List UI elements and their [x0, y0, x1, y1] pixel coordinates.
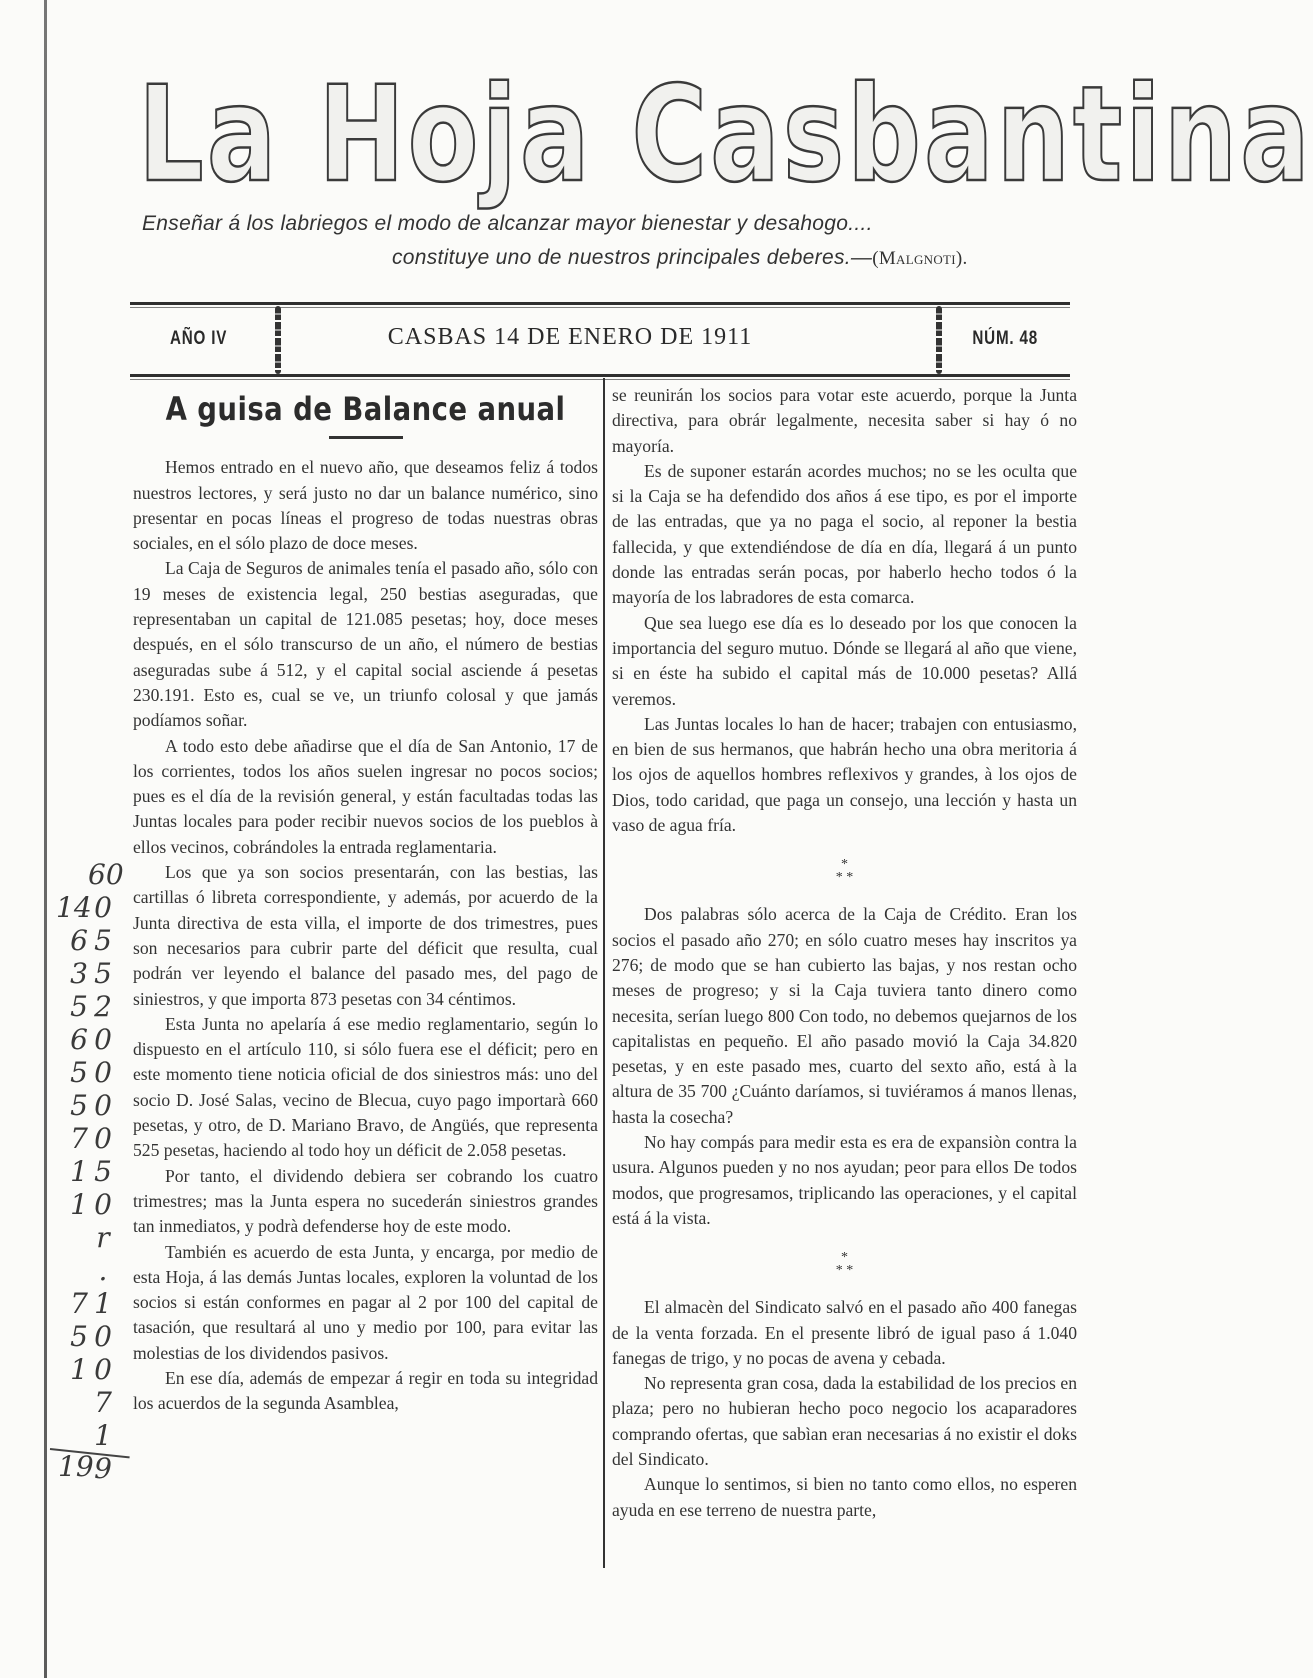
handwritten-row	[56, 1419, 126, 1452]
handwritten-digit-right: 5	[94, 957, 112, 990]
paragraph-continuation: se reunirán los socios para votar este acuerdo, porque la Junta directiva, para obrár legalmente, necesita saber si hay ó no mayoría.	[612, 385, 1077, 456]
handwritten-row	[56, 990, 126, 1023]
handwritten-digit-left: 5	[70, 1089, 88, 1122]
handwritten-row	[56, 1155, 126, 1188]
column-right	[612, 383, 1077, 1523]
page-edge-shadow	[44, 0, 47, 1678]
handwritten-digit-right: 2	[94, 990, 112, 1023]
handwritten-row	[56, 1089, 126, 1122]
paragraph: También es acuerdo de esta Junta, y encarga, por medio de esta Hoja, á las demás Juntas locales, exploren la voluntad de los socios si están conformes en pagar al 2 por 100 del capital de tasación, que resultará al uno y medio por 100, para evitar las molestias de los dividendos pasivos.	[133, 1241, 598, 1363]
handwritten-digit-right: 1	[94, 1287, 112, 1320]
handwritten-row	[56, 891, 126, 924]
motto-author: (Malgnoti).	[872, 248, 968, 269]
handwritten-digit-right: 0	[94, 1188, 112, 1221]
ornament-divider-right	[936, 306, 942, 374]
paragraph: Aunque lo sentimos, si bien no tanto como ellos, no esperen ayuda en ese terreno de nuestra parte,	[612, 1474, 1077, 1520]
handwritten-digit-left: 14	[56, 891, 92, 924]
paragraph: Las Juntas locales lo han de hacer; trabajen con entusiasmo, en bien de sus hermanos, que habrán hecho una obra meritoria á los ojos de aquellos hombres reflexivos y grandes, à los ojos de Dios, todo caridad, que paga un consejo, una lección y hasta un vaso de agua fría.	[612, 713, 1077, 836]
paragraph: Por tanto, el dividendo debiera ser cobrando los cuatro trimestres; mas la Junta espera no sucederán siniestros grandes tan inmediatos, y podrà defenderse hoy de este modo.	[133, 1165, 598, 1237]
handwritten-row	[56, 1122, 126, 1155]
paragraph: No representa gran cosa, dada la estabilidad de los precios en plaza; pero no hubieran hecho poco negocio los acaparadores comprando ofertas, que sabìan eran necesarias á no existir el doks del Sindicato.	[612, 1373, 1077, 1469]
motto-line-2	[392, 246, 1070, 270]
handwritten-digit-left: 7	[70, 1287, 88, 1320]
handwritten-row	[56, 1287, 126, 1320]
paragraph: El almacèn del Sindicato salvó en el pasado año 400 fanegas de la venta forzada. En el presente libró de igual paso á 1.040 fanegas de trigo, y no pocas de avena y cebada.	[612, 1297, 1077, 1368]
masthead	[138, 58, 1313, 212]
issue-place-date: CASBAS 14 DE ENERO DE 1911	[387, 324, 753, 350]
handwritten-row	[56, 1221, 126, 1254]
motto-line-1: Enseñar á los labriegos el modo de alcanzar mayor bienestar y desahogo....	[142, 212, 873, 235]
handwritten-row	[56, 957, 126, 990]
paragraph: No hay compás para medir esta es era de expansiòn contra la usura. Algunos pueden y no nos ayudan; peor para ellos De todos modos, que progresamos, triplicando las operaciones, y el capital está á la vista.	[612, 1132, 1077, 1228]
handwritten-row	[56, 858, 126, 891]
handwritten-digit-left: 6	[70, 924, 88, 957]
asterism-top: *	[841, 1250, 848, 1266]
handwritten-digit-right: 5	[94, 1155, 112, 1188]
handwritten-row	[56, 1056, 126, 1089]
paragraph: Dos palabras sólo acerca de la Caja de Crédito. Eran los socios el pasado año 270; en sólo cuatro meses hay inscritos ya 276; de modo que se han cubierto las bajas, y nos restan ocho meses de progreso; y si la Caja tuviera tanto dinero como necesita, serían luego 800 Con todo, no debemos quejarnos de los capitalistas en pequeño. El año pasado movió la Caja 34.820 pesetas, y en este pasado mes, cuarto del sexto año, está à la altura de 35 700 ¿Cuánto daríamos, si tuviéramos á manos llenas, hasta la cosecha?	[612, 904, 1077, 1127]
handwritten-digit-left: 3	[70, 957, 88, 990]
paragraph: Hemos entrado en el nuevo año, que deseamos feliz á todos nuestros lectores, y será justo no dar un balance numérico, sino presentar en pocas líneas el progreso de todas nuestras obras sociales, en el sólo plazo de doce meses.	[133, 457, 598, 554]
paragraph: A todo esto debe añadirse que el día de San Antonio, 17 de los corrientes, todos los años suelen ingresar no pocos socios; pues es el día de la revisión general, y están facultadas todas las Juntas locales para poder recibir nuevos socios de los pueblos à ellos vecinos, cobrándoles la entrada reglamentaria.	[133, 735, 598, 857]
newspaper-title: La Hoja Casbantina	[138, 58, 1313, 212]
paragraph: Los que ya son socios presentarán, con las bestias, las cartillas ó libreta correspondiente, y además, por acuerdo de la Junta directiva de esta villa, el importe de dos trimestres, pues son necesarios para cubrir parte del déficit que resulta, cual podrán ver leyendo el balance del pasado mes, del pago de siniestros, y que importa 873 pesetas con 34 céntimos.	[133, 862, 598, 1009]
handwritten-digit-right: 0	[94, 1320, 112, 1353]
motto	[130, 212, 1070, 270]
handwritten-row	[56, 1254, 126, 1287]
asterism-separator	[612, 1251, 1077, 1277]
column-left	[133, 380, 598, 1417]
paragraph: Que sea luego ese día es lo deseado por los que conocen la importancia del seguro mutuo. Dónde se llegará al año que viene, si en éste ha subido el capital más de 10.000 pesetas? Allá veremos.	[612, 612, 1077, 709]
handwritten-digit-right: r	[96, 1221, 110, 1254]
handwritten-digit-left: 6	[70, 1023, 88, 1056]
handwritten-digit-right: 0	[94, 1056, 112, 1089]
handwritten-row	[56, 1386, 126, 1419]
handwritten-row	[56, 1320, 126, 1353]
dateline	[130, 306, 1070, 374]
handwritten-digit-right: 0	[94, 1089, 112, 1122]
dateline-top-rule	[130, 302, 1070, 305]
asterism-bottom: * *	[835, 1263, 854, 1279]
motto-line-2-text: constituye uno de nuestros principales deberes.—	[392, 246, 873, 269]
handwritten-digit-right: 0	[94, 1122, 112, 1155]
handwritten-digit-left: 1	[70, 1353, 88, 1386]
handwritten-digit-left: 5	[70, 1320, 88, 1353]
paragraph: La Caja de Seguros de animales tenía el pasado año, sólo con 19 meses de existencia legal, 250 bestias aseguradas, que representaban un capital de 121.085 pesetas; hoy, doce meses después, en el sólo transcurso de un año, el número de bestias aseguradas sube á 512, y el capital social asciende á pesetas 230.191. Esto es, cual se ve, un triunfo colosal y que jamás podíamos soñar.	[133, 558, 598, 731]
handwritten-margin-notes	[56, 858, 126, 1485]
asterism-top: *	[841, 857, 848, 873]
handwritten-digit-right: 0	[94, 1353, 112, 1386]
handwritten-digit-left: 1	[70, 1155, 88, 1188]
handwritten-digit-right: 0	[94, 891, 112, 924]
handwritten-row	[56, 1353, 126, 1386]
handwritten-digit-left: 5	[70, 990, 88, 1023]
paragraph: Es de suponer estarán acordes muchos; no se les oculta que si la Caja se ha defendido dos años á ese tipo, es por el importe de las entradas, que ya no paga el socio, al reponer la bestia fallecida, y que extendiéndose de día en día, llegará á un punto donde las entradas serán pocas, por haberlo hecho todos ó la mayoría de los labradores de esta comarca.	[612, 460, 1077, 608]
handwritten-row	[56, 924, 126, 957]
dateline-bottom-rule	[130, 374, 1070, 377]
handwritten-row	[56, 1023, 126, 1056]
handwritten-digit-right: .	[98, 1254, 108, 1287]
column-divider	[603, 378, 605, 1568]
asterism-bottom: * *	[835, 870, 854, 886]
handwritten-sum: 19	[58, 1450, 94, 1483]
handwritten-digit-left: 5	[70, 1056, 88, 1089]
issue-number: NÚM. 48	[972, 328, 1038, 349]
ornament-divider-left	[275, 306, 281, 374]
paragraph: Esta Junta no apelaría á ese medio reglamentario, según lo dispuesto en el artículo 110, si sólo fuera ese el déficit; pero en este momento tiene noticia oficial de dos siniestros más: uno del socio D. José Salas, vecino de Blecua, cuyo pago importarà 660 pesetas, y otro, de D. Mariano Bravo, de Angüés, que representa 525 pesetas, haciendo al todo hoy un déficit de 2.058 pesetas.	[133, 1013, 598, 1161]
handwritten-digit-left: 1	[70, 1188, 88, 1221]
handwritten-digit-left: 7	[70, 1122, 88, 1155]
issue-year: AÑO IV	[170, 328, 228, 349]
handwritten-digit-right: 60	[88, 858, 124, 891]
title-underline	[329, 436, 403, 439]
handwritten-digit-right: 9	[94, 1452, 112, 1485]
handwritten-digit-right: 7	[94, 1386, 112, 1419]
article-title: A guisa de Balance anual	[165, 390, 566, 428]
handwritten-row	[56, 1188, 126, 1221]
asterism-separator	[612, 858, 1077, 884]
handwritten-digit-right: 1	[94, 1419, 112, 1452]
handwritten-digit-right: 5	[94, 924, 112, 957]
handwritten-digit-right: 0	[94, 1023, 112, 1056]
paragraph: En ese día, además de empezar á regir en toda su integridad los acuerdos de la segunda Asamblea,	[133, 1367, 598, 1414]
